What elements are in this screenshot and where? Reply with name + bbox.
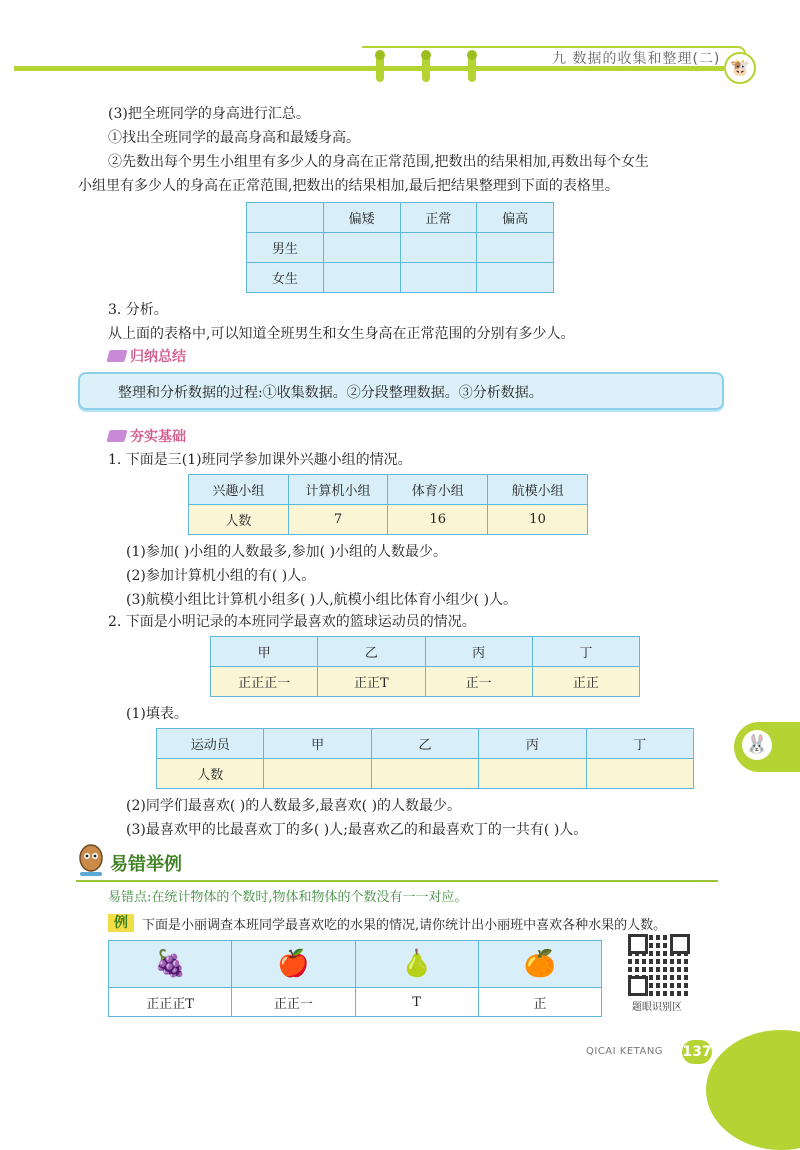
answer-cell[interactable] [400,233,477,263]
page-corner-decoration [706,1030,800,1150]
table-header-cell: 甲 [211,637,318,667]
q1-title: 1. 下面是三(1)班同学参加课外兴趣小组的情况。 [108,452,412,468]
q1-sub2: (2)参加计算机小组的有( )人。 [126,568,316,584]
table-header-cell: 丙 [479,729,586,759]
table-header-cell: 甲 [264,729,371,759]
footer-brand: QICAI KETANG [586,1046,664,1057]
mascot-icon [76,842,106,878]
answer-cell[interactable] [323,263,400,293]
book-icon [106,350,127,362]
q2-sub2: (2)同学们最喜欢( )的人数最多,最喜欢( )的人数最少。 [126,798,462,814]
table-header-cell: 乙 [318,637,425,667]
example-text: 下面是小丽调查本班同学最喜欢吃的水果的情况,请你统计出小丽班中喜欢各种水果的人数。 [142,918,667,933]
orange-icon: 🍊 [478,941,601,988]
answer-cell[interactable] [323,233,400,263]
table-cell: 16 [388,505,488,535]
side-tab [734,722,800,772]
qr-code-icon[interactable] [628,934,690,996]
table-header-cell: 丙 [425,637,532,667]
table-header-cell: 航模小组 [488,475,588,505]
mistake-point: 易错点:在统计物体的个数时,物体和物体的个数没有一一对应。 [108,890,468,905]
table-header-cell: 偏高 [477,203,554,233]
table-header-cell: 体育小组 [388,475,488,505]
step3-item1: ①找出全班同学的最高身高和最矮身高。 [108,130,360,146]
qr-label: 题眼识别区 [632,1002,682,1013]
answer-cell[interactable] [477,263,554,293]
step3-item2-line2: 小组里有多少人的身高在正常范围,把数出的结果相加,最后把结果整理到下面的表格里。 [78,178,619,194]
page-number: 137 [682,1040,712,1064]
tally-cell: 正正 [532,667,639,697]
table-header-cell: 丁 [586,729,693,759]
step3-title: (3)把全班同学的身高进行汇总。 [108,106,310,122]
q2-fill-label: (1)填表。 [126,706,188,722]
analysis-title: 3. 分析。 [108,302,168,318]
q1-sub3: (3)航模小组比计算机小组多( )人,航模小组比体育小组少( )人。 [126,592,518,608]
summary-text: 整理和分析数据的过程:①收集数据。②分段整理数据。③分析数据。 [118,385,543,401]
height-table [246,202,554,293]
table-header-cell: 计算机小组 [288,475,388,505]
table-header-cell: 丁 [532,637,639,667]
table-cell: 10 [488,505,588,535]
tally-table [210,636,640,697]
mistakes-divider [76,880,718,882]
binder-clip [376,52,384,82]
pear-icon: 🍐 [355,941,478,988]
mistakes-heading: 易错举例 [110,854,182,875]
tally-cell: 正正一 [232,988,355,1017]
table-header-cell: 偏矮 [323,203,400,233]
answer-cell[interactable] [371,759,478,789]
tally-cell: 正正正一 [211,667,318,697]
basics-heading: 夯实基础 [130,429,186,445]
q2-title: 2. 下面是小明记录的本班同学最喜欢的篮球运动员的情况。 [108,614,476,630]
answer-cell[interactable] [264,759,371,789]
row-label: 女生 [247,263,324,293]
row-label: 人数 [189,505,289,535]
table-header-cell: 兴趣小组 [189,475,289,505]
interest-group-table [188,474,588,535]
tally-cell: 正正T [318,667,425,697]
example-badge: 例 [108,914,134,932]
binder-clip [422,52,430,82]
answer-cell[interactable] [477,233,554,263]
grapes-icon: 🍇 [109,941,232,988]
tally-cell: 正正正T [109,988,232,1017]
tally-cell: 正 [478,988,601,1017]
step3-item2-line1: ②先数出每个男生小组里有多少人的身高在正常范围,把数出的结果相加,再数出每个女生 [108,154,649,170]
q2-sub3: (3)最喜欢甲的比最喜欢丁的多( )人;最喜欢乙的和最喜欢丁的一共有( )人。 [126,822,588,838]
answer-cell[interactable] [400,263,477,293]
answer-cell[interactable] [479,759,586,789]
answer-cell[interactable] [586,759,693,789]
table-header-cell: 乙 [371,729,478,759]
analysis-text: 从上面的表格中,可以知道全班男生和女生身高在正常范围的分别有多少人。 [108,326,575,342]
row-label: 人数 [157,759,264,789]
summary-box [78,372,724,410]
row-label: 男生 [247,233,324,263]
rabbit-icon: 🐰 [742,730,772,760]
book-icon [106,430,127,442]
fill-table [156,728,694,789]
table-header-cell: 运动员 [157,729,264,759]
chapter-title: 九 数据的收集和整理(二) [552,51,721,67]
apple-icon: 🍎 [232,941,355,988]
binder-clip [468,52,476,82]
table-header-cell: 正常 [400,203,477,233]
table-header-cell [247,203,324,233]
tally-cell: 正一 [425,667,532,697]
table-cell: 7 [288,505,388,535]
summary-heading: 归纳总结 [130,349,186,365]
fruit-table [108,940,602,1017]
q1-sub1: (1)参加( )小组的人数最多,参加( )小组的人数最少。 [126,544,448,560]
cow-icon: 🐮 [724,52,756,84]
tally-cell: T [355,988,478,1017]
